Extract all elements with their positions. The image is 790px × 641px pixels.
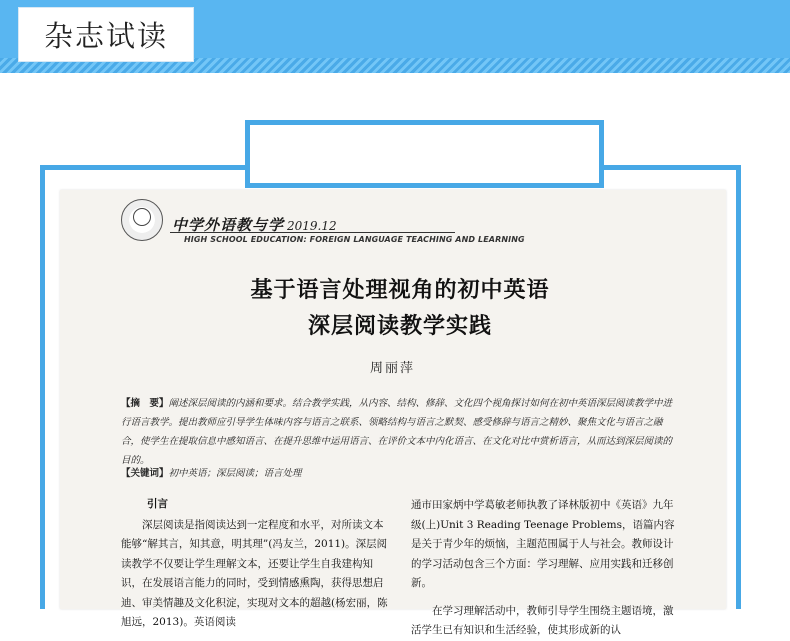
banner-title-box: [18, 7, 194, 62]
frame-top-right-border: [604, 165, 741, 170]
top-banner: [0, 0, 790, 73]
article-title-line2: 深层阅读教学实践: [307, 313, 492, 339]
article-keywords: [121, 464, 676, 483]
intro-paragraph: 深层阅读是指阅读达到一定程度和水平，对所读文本能够“解其言，知其意，明其理”(冯友兰，2011)。深层阅读教学不仅要让学生理解文本，还要让学生自我建构知识，在发展语言能力的同时，受到情感熏陶，获得思想启迪、审美情趣及文化积淀，实现对文本的超越(杨宏丽，陈旭远，2013)。英语阅读: [121, 518, 388, 628]
article-title-line1: 基于语言处理视角的初中英语: [250, 277, 550, 303]
magazine-name: 中学外语教与学: [172, 216, 285, 234]
frame-top-left-border: [40, 165, 245, 170]
article-abstract: [121, 394, 676, 470]
right-paragraph-2: 在学习理解活动中，教师引导学生围绕主题语境，激活学生已有知识和生活经验，使其形成新的认: [411, 604, 674, 636]
frame-left-border: [40, 165, 45, 609]
article-author: 周丽萍: [370, 361, 416, 376]
abstract-label: 【摘 要】: [121, 398, 169, 409]
left-column: [121, 495, 389, 633]
magazine-issue: 2019.12: [287, 219, 337, 233]
keywords-label: 【关键词】: [121, 468, 169, 479]
right-paragraph-1: 通市田家炳中学葛敏老师执教了译林版初中《英语》九年级(上)Unit 3 Reading Teenage Problems，语篇内容是关于青少年的烦恼，主题范围属于人与社会。教师设计的学习活动包含三个方面：学习理解、应用实践和迁移创新。: [411, 499, 675, 589]
frame-right-border: [736, 165, 741, 609]
banner-title: 杂志试读: [43, 19, 168, 53]
seal-emblem-icon: [133, 208, 151, 226]
abstract-text: 阐述深层阅读的内涵和要求。结合教学实践，从内容、结构、修辞、文化四个视角探讨如何在初中英语深层阅读教学中进行语言教学。提出教师应引导学生体味内容与语言之联系、领略结构与语言之默契、感受修辞与语言之精妙、聚焦文化与语言之融合，使学生在提取信息中感知语言、在提升思维中运用语言、在评价文本中内化语言、在文化对比中赏析语言，从而达到深层阅读的目的。: [121, 398, 673, 466]
intro-heading: 引言: [147, 498, 168, 510]
publisher-seal-icon: [121, 199, 163, 241]
magazine-english-name: HIGH SCHOOL EDUCATION: FOREIGN LANGUAGE TEACHING AND LEARNING: [184, 235, 525, 244]
keywords-text: 初中英语；深层阅读；语言处理: [168, 468, 302, 479]
frame-header-box: [245, 120, 604, 188]
right-column: [411, 496, 679, 641]
